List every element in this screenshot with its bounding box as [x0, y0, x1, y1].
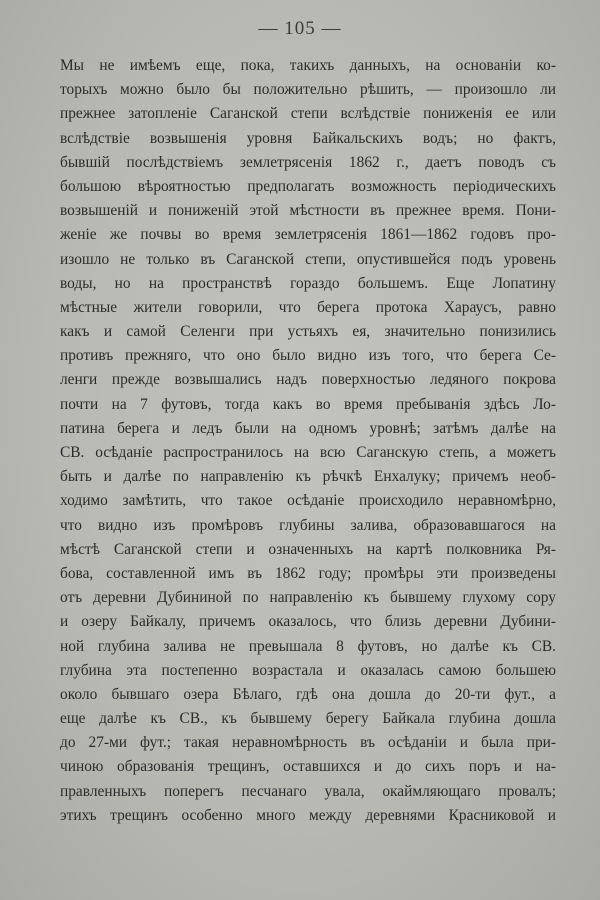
page-number: — 105 — — [258, 18, 342, 39]
text-line: вслѣдствіе возвышенія уровня Байкальскихъ водъ; но фактъ, — [60, 129, 556, 147]
text-line: торыхъ можно было бы положительно рѣшить, — произошло ли — [60, 81, 556, 99]
text-line: быть и далѣе по направленію къ рѣчкѣ Енхалуку; причемъ необ- — [60, 468, 556, 486]
text-line: и озеру Байкалу, причемъ оказалось, что близь деревни Дубини- — [60, 613, 556, 631]
text-line: мѣстѣ Саганской степи и означенныхъ на картѣ полковника Ря- — [60, 540, 556, 558]
text-line: патина берега и ледъ были на одномъ уровнѣ; затѣмъ далѣе на — [60, 419, 556, 437]
text-line: какъ и самой Селенги при устьяхъ ея, значительно понизились — [60, 323, 556, 341]
text-line: мѣстные жители говорили, что берега протока Хараусъ, равно — [60, 298, 556, 316]
text-line: этихъ трещинъ особенно много между деревнями Красниковой и — [60, 806, 556, 824]
text-line: бывшій послѣдствіемъ землетрясенія 1862 г., даетъ поводъ съ — [60, 153, 556, 171]
text-line: до 27-ми фут.; такая неравномѣрность въ осѣданіи и была при- — [60, 734, 556, 752]
text-line: воды, но на пространствѣ гораздо большемъ. Еще Лопатину — [60, 274, 556, 292]
text-line: ной глубина залива не превышала 8 футовъ, но далѣе къ СВ. — [60, 637, 556, 655]
text-line: бова, составленной имъ въ 1862 году; промѣры эти произведены — [60, 564, 556, 582]
text-line: что видно изъ промѣровъ глубины залива, образовавшагося на — [60, 516, 556, 534]
text-line: глубина эта постепенно возрастала и оказалась самою большею — [60, 661, 556, 679]
text-line: СВ. осѣданіе распространилось на всю Саганскую степь, а можетъ — [60, 444, 556, 461]
text-line: женіе же почвы во время землетрясенія 1861—1862 годовъ про- — [60, 226, 556, 244]
text-line: правленныхъ поперегъ песчанаго увала, окаймляющаго провалъ; — [60, 782, 556, 800]
text-line: еще далѣе къ СВ., къ бывшему берегу Байкала глубина дошла — [60, 710, 556, 728]
text-line: большою вѣроятностью предполагать возможность періодическихъ — [60, 177, 556, 195]
text-line: ленги прежде возвышались надъ поверхностью ледяного покрова — [60, 371, 556, 389]
text-line: противъ прежняго, что оно было видно изъ того, что берега Се- — [60, 347, 556, 365]
body-text — [60, 54, 556, 828]
text-line: отъ деревни Дубининой по направленію къ бывшему глухому сору — [60, 589, 556, 607]
text-line: ходимо замѣтить, что такое осѣданіе происходило неравномѣрно, — [60, 492, 556, 510]
text-line: Мы не имѣемъ еще, пока, такихъ данныхъ, на основаніи ко- — [60, 57, 556, 74]
text-line: около бывшаго озера Бѣлаго, гдѣ она дошла до 20-ти фут., а — [60, 685, 556, 703]
text-line: прежнее затопленіе Саганской степи вслѣдствіе пониженія ее или — [60, 105, 556, 123]
text-line: почти на 7 футовъ, тогда какъ во время пребыванія здѣсь Ло- — [60, 395, 556, 413]
text-line: чиною образованія трещинъ, оставшихся и до сихъ поръ и на- — [60, 758, 556, 776]
text-line: изошло не только въ Саганской степи, опустившейся подъ уровень — [60, 250, 556, 268]
text-line: возвышеній и пониженій этой мѣстности въ прежнее время. Пони- — [60, 202, 556, 220]
